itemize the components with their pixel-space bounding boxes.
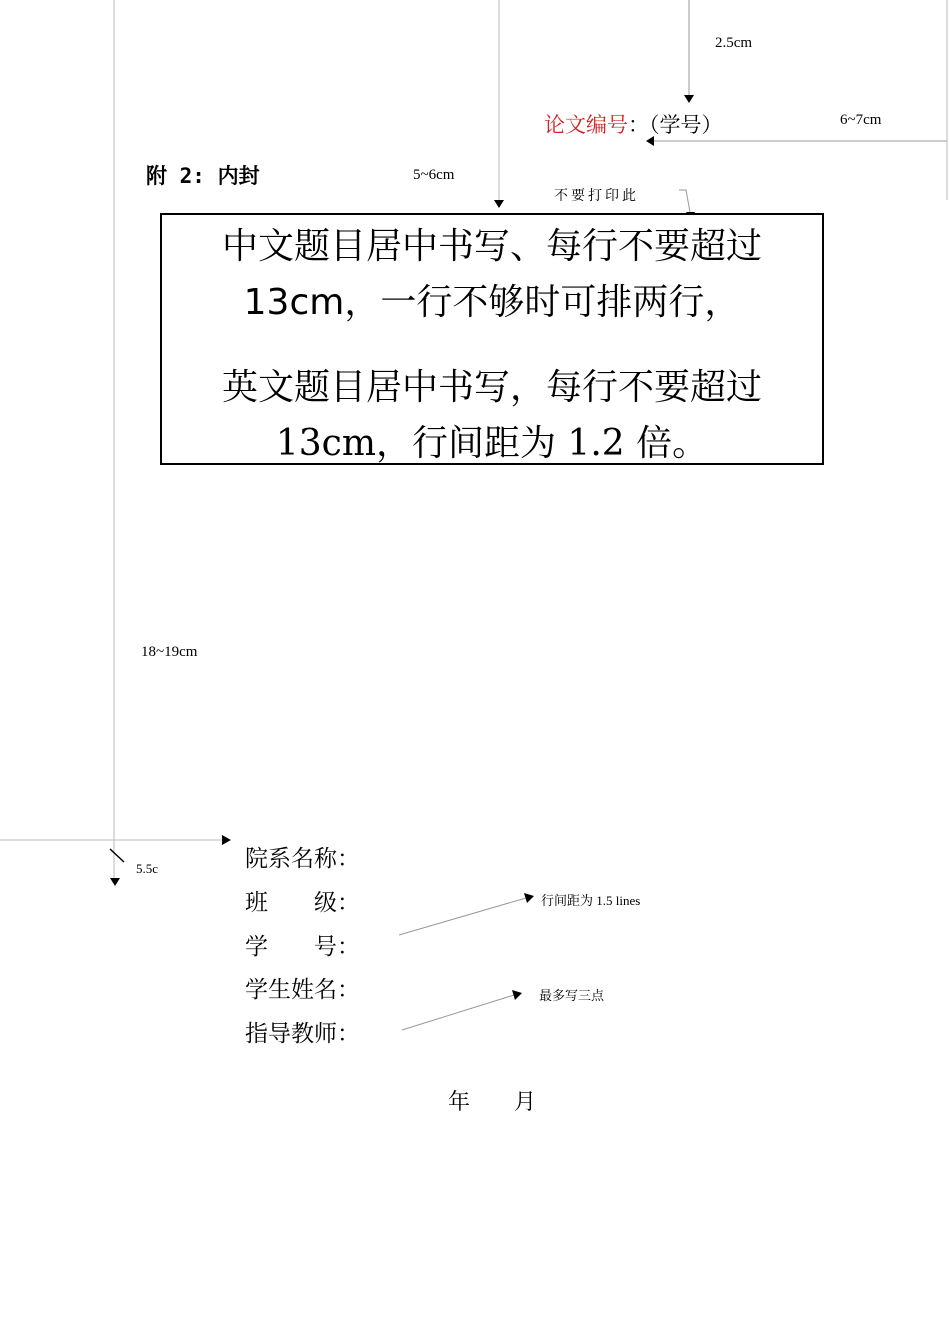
thesis-number-value: （学号） — [649, 113, 723, 137]
bottom-offset-arrowhead — [110, 878, 120, 886]
thesis-number — [544, 109, 723, 139]
title-offset-arrowhead — [494, 200, 504, 208]
appendix-label: 附 2: 内封 — [146, 164, 260, 188]
student-id-field: 学 号： — [245, 934, 360, 960]
bottom-offset-tick — [110, 849, 124, 862]
department-field: 院系名称： — [245, 846, 360, 872]
top-margin-arrowhead — [684, 95, 694, 103]
top-right-margin-label: 6~7cm — [840, 112, 882, 128]
title-offset-label: 5~6cm — [413, 167, 455, 183]
max-lines-pointer — [402, 995, 514, 1030]
line-spacing-pointer — [399, 898, 526, 935]
title-box — [160, 213, 824, 465]
class-field: 班 级： — [245, 890, 360, 916]
line-spacing-note: 行间距为 1.5 lines — [541, 893, 641, 908]
bottom-horizontal-arrowhead — [222, 835, 231, 845]
max-lines-arrowhead — [512, 990, 522, 1000]
do-not-print-pointer — [679, 190, 690, 212]
line-spacing-arrowhead — [524, 893, 534, 903]
max-lines-note: 最多写三点 — [539, 989, 605, 1004]
total-height-label: 18~19cm — [141, 644, 198, 660]
top-margin-label: 2.5cm — [715, 35, 753, 51]
date-line: 年 月 — [448, 1090, 537, 1115]
thesis-number-label: 论文编号 — [544, 113, 628, 137]
title-line-4: 13cm，行间距为 1.2 倍。 — [275, 423, 709, 464]
do-not-print-note: 不要打印此 — [554, 188, 639, 204]
student-name-field: 学生姓名： — [245, 977, 360, 1003]
advisor-field: 指导教师： — [245, 1021, 360, 1047]
title-line-2: 13cm，一行不够时可排两行， — [243, 282, 741, 323]
title-line-3: 英文题目居中书写，每行不要超过 — [221, 367, 762, 408]
title-line-1: 中文题目居中书写、每行不要超过 — [221, 226, 762, 267]
thesis-number-colon: ： — [628, 113, 649, 137]
bottom-offset-label: 5.5c — [136, 861, 159, 876]
